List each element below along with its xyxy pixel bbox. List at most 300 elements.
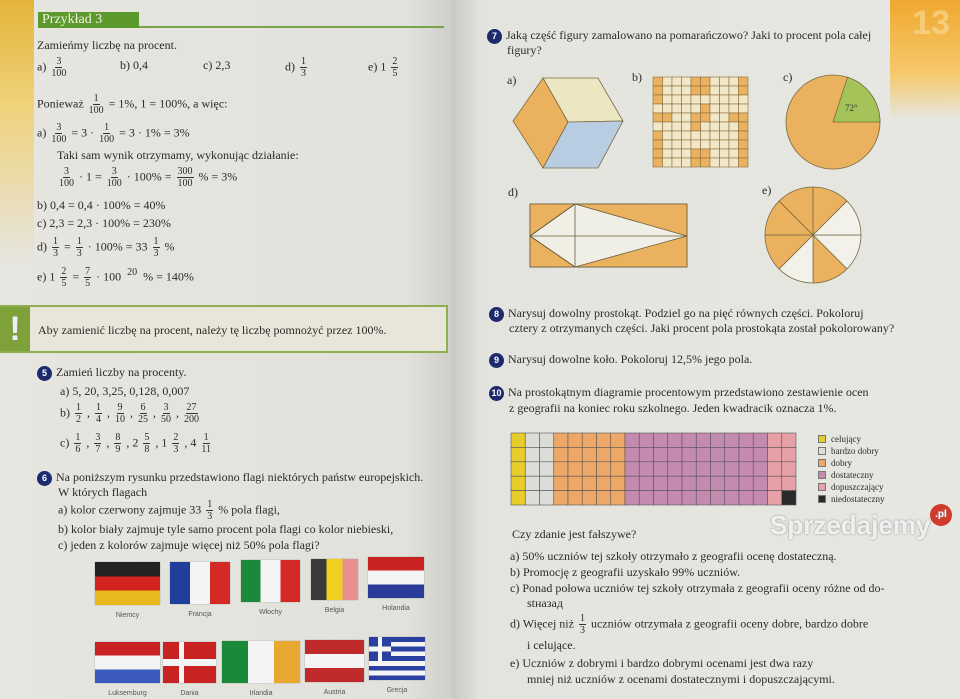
grid-cell [710,86,720,95]
grade-square [540,447,554,461]
legend-swatch [818,471,826,479]
math-text: = [61,239,74,254]
grid-cell [739,158,749,167]
fraction: $\frac{3}{100}$ [51,56,67,79]
grid-cell [691,158,701,167]
fraction: $\frac{8}{9}$ [115,432,121,455]
watermark-logo [770,509,947,541]
legend-swatch [818,483,826,491]
grid-cell [710,113,720,122]
grade-square [668,491,682,505]
watermark-text: Sprzedajemy [770,510,931,540]
legend-item [818,481,884,493]
fraction: $\frac{1}{3}$ [301,56,306,79]
grid-cell [663,113,673,122]
exclamation-icon: ! [0,307,30,351]
grid-cell [701,149,711,158]
grade-square [725,462,739,476]
grid-cell [653,149,663,158]
grid-cell [710,122,720,131]
fraction: $\frac{1}{6}$ [75,432,81,455]
grid-cell [653,140,663,149]
math-text: , [83,435,93,450]
grid-cell [663,104,673,113]
fraction: $\frac{1}{3}$ [207,499,213,522]
statement-d [510,613,868,636]
exercise-text: Zamień liczby na procenty. [56,365,187,379]
grid-cell [682,149,692,158]
grade-square [611,476,625,490]
watermark-tld: .pl [930,504,952,526]
grade-square [668,433,682,447]
exercise-number: 8 [489,307,504,322]
grid-cell [672,131,682,140]
exercise-text: Narysuj dowolny prostokąt. Podziel go na pięć równych części. Pokoloruj [508,306,864,320]
grid-cell [682,140,692,149]
grid-cell [710,149,720,158]
grade-square [654,462,668,476]
flag-label: Holandia [382,605,410,612]
grade-square [711,462,725,476]
grid-cell [720,122,730,131]
grid-cell [672,95,682,104]
grid-cell [682,77,692,86]
grid-cell [701,104,711,113]
grid-cell [653,158,663,167]
grid-cell [672,149,682,158]
grade-square [582,462,596,476]
exercise-text: W których flagach [58,485,148,499]
math-text: b) [60,405,73,420]
legend-item [818,493,884,505]
statement-d-cont [527,638,576,652]
exercise-text: Narysuj dowolne koło. Pokoloruj 12,5% jego pola. [508,352,753,366]
grid-cell [701,122,711,131]
grade-square [654,447,668,461]
math-text: d) [37,239,50,254]
grade-square [611,447,625,461]
grade-square [711,433,725,447]
grade-square [611,462,625,476]
math-text: b) 0,4 = 0,4 · 100% = 40% [37,198,166,212]
grid-cell [691,122,701,131]
grade-square [525,433,539,447]
grid-cell [672,122,682,131]
exercise-9 [489,352,752,368]
grade-square [725,491,739,505]
grid-cell [663,122,673,131]
grid-cell [672,104,682,113]
grade-square [611,433,625,447]
grade-square [525,491,539,505]
grid-cell [739,140,749,149]
grade-square [597,433,611,447]
grid-cell [729,86,739,95]
math-text: , [150,405,159,420]
grade-square [682,447,696,461]
math-text: , 4 [181,435,200,450]
grade-square [768,476,782,490]
exercise-8 [489,306,864,322]
grid-cell [720,77,730,86]
grid-cell [739,131,749,140]
grade-square [639,433,653,447]
math-text: = 3 · [68,125,98,140]
math-text: = 3 · 1% = 3% [116,125,190,140]
grid-cell [720,158,730,167]
flag-label: Belgia [324,607,345,614]
grade-square [753,433,767,447]
grid-cell [701,86,711,95]
grid-cell [710,131,720,140]
grade-square [782,433,796,447]
math-text: , [127,405,136,420]
grade-square [611,491,625,505]
grid-cell [682,113,692,122]
figure-label: c) [783,70,793,84]
grid-cell [701,158,711,167]
grade-square [554,462,568,476]
grade-square [725,447,739,461]
grid-cell [739,104,749,113]
grade-square [668,462,682,476]
legend-swatch [818,447,826,455]
grade-square [711,447,725,461]
grid-cell [729,149,739,158]
grade-square [568,476,582,490]
grade-square [753,491,767,505]
legend-item [818,469,884,481]
grade-square [625,433,639,447]
math-text: % = 140% [140,269,194,284]
grid-cell [653,77,663,86]
figure-label: b) [632,70,642,84]
grade-square [711,491,725,505]
grid-cell [663,86,673,95]
grade-square [625,462,639,476]
grade-square [554,491,568,505]
fraction: $\frac{1}{100}$ [88,93,104,116]
exercise-number: 7 [487,29,502,44]
grid-cell [729,77,739,86]
grid-cell [691,140,701,149]
grid-cell [653,95,663,104]
math-text: a) kolor czerwony zajmuje 33 [58,502,205,517]
legend-label: celujący [831,434,861,444]
grid-cell [682,131,692,140]
statement-c-cont: stназад [527,596,563,610]
legend-swatch [818,435,826,443]
grid-cell [672,158,682,167]
fraction: $\frac{9}{10}$ [115,402,125,425]
grade-square [725,476,739,490]
grade-square [597,462,611,476]
math-text: % = 3% [195,169,238,184]
math-text: c) jeden z kolorów zajmuje więcej niż 50% pola flagi? [58,538,320,552]
page-number: 13 [912,4,950,42]
grade-square [540,491,554,505]
grid-cell [663,95,673,104]
math-text: = 1%, 1 = 100%, a więc: [105,96,228,111]
grade-square [625,476,639,490]
math-text: a) 50% uczniów tej szkoły otrzymało z geografii ocenę dostateczną. [510,549,837,563]
grid-cell [701,77,711,86]
grade-square [525,476,539,490]
fraction: $\frac{1}{3}$ [153,236,159,259]
legend-label: dopuszczający [831,482,884,492]
math-text: c) 2,3 = 2,3 · 100% = 230% [37,216,171,230]
grade-square [696,447,710,461]
grid-cell [653,86,663,95]
grade-square [696,433,710,447]
grid-cell [710,158,720,167]
intro-text: Zamieńmy liczbę na procent. [37,38,177,52]
exercise-10 [489,385,869,401]
grade-square [739,476,753,490]
grid-cell [672,140,682,149]
grade-square [654,476,668,490]
grade-square [511,476,525,490]
grid-cell [663,140,673,149]
grade-square [525,462,539,476]
math-text: e) 1 [368,59,390,74]
grade-square [696,462,710,476]
grade-square [668,447,682,461]
grid-cell [653,131,663,140]
grade-square [639,447,653,461]
grid-cell [720,149,730,158]
math-text: e) 1 [37,269,59,284]
flag-label: Austria [323,689,346,696]
grade-square [568,491,582,505]
legend-label: niedostateczny [831,494,885,504]
math-text: = [69,269,83,284]
math-text: d) Więcej niż [510,616,577,631]
grid-cell [729,158,739,167]
fraction: $\frac{3}{100}$ [59,166,74,189]
grade-square [768,447,782,461]
fraction: $\frac{300}{100}$ [177,166,193,189]
grade-square [739,447,753,461]
fraction: $\frac{6}{25}$ [138,402,148,425]
grid-cell [653,104,663,113]
fraction: $\frac{27}{200}$ [184,402,199,425]
fraction: $\frac{3}{50}$ [161,402,171,425]
fraction: $\frac{2}{3}$ [173,432,179,455]
legend-label: bardzo dobry [831,446,879,456]
grade-square [639,462,653,476]
grid-cell [682,95,692,104]
legend-label: dobry [831,458,852,468]
grade-square [511,462,525,476]
math-text: , [84,405,93,420]
grade-square [568,433,582,447]
flag-label: Grecja [386,687,408,694]
grade-square [582,447,596,461]
grid-cell [739,122,749,131]
grade-square [753,462,767,476]
grid-cell [729,122,739,131]
grade-square [739,462,753,476]
grade-square [682,433,696,447]
math-text: , [173,405,182,420]
math-text: a) [37,125,50,140]
statement-e-cont [527,672,835,686]
grid-cell [682,104,692,113]
grid-cell [739,95,749,104]
math-text: , 1 [152,435,171,450]
statement-c [510,581,885,595]
fraction: $\frac{2}{5}$ [392,56,398,79]
grade-square [540,462,554,476]
grade-percent-diagram [511,433,796,505]
math-text: % pola flagi, [215,502,280,517]
exercise-text: Na prostokątnym diagramie procentowym przedstawiono zestawienie ocen [508,385,869,399]
fraction: $\frac{7}{5}$ [85,266,91,289]
grade-square [782,476,796,490]
grid-cell [701,95,711,104]
grade-square [540,433,554,447]
grade-square [654,491,668,505]
statement-a [510,549,837,563]
grid-cell [653,122,663,131]
math-text: , [103,435,113,450]
grid-cell [720,104,730,113]
fraction: $\frac{1}{4}$ [96,402,101,425]
grid-cell [691,86,701,95]
flag-label: Irlandia [249,690,273,697]
grid-cell [720,140,730,149]
math-text: mniej niż uczniów z ocenami dostatecznymi i dopuszczającymi. [527,672,835,686]
grid-cell [691,149,701,158]
grid-cell [739,113,749,122]
grid-cell [672,77,682,86]
grade-square [725,433,739,447]
grid-cell [710,77,720,86]
grid-cell [653,113,663,122]
statement-b [510,565,740,579]
fraction: $\frac{3}{100}$ [106,166,122,189]
figure-label: a) [507,73,517,87]
grade-square [511,433,525,447]
grade-square [625,447,639,461]
grade-square [711,476,725,490]
exercise-text: figury? [507,43,542,57]
fraction: $\frac{1}{3}$ [53,236,58,259]
grade-square [682,476,696,490]
grid-cell [739,77,749,86]
math-text: a) 5, 20, 3,25, 0,128, 0,007 [60,384,190,398]
grid-cell [729,131,739,140]
math-text: uczniów otrzymała z geografii oceny dobre, bardzo dobre [587,616,869,631]
grid-cell [729,104,739,113]
grade-square [568,447,582,461]
math-text: · 1 = [76,169,105,184]
grid-cell [729,95,739,104]
legend-label: dostateczny [831,470,874,480]
grade-square [739,491,753,505]
figure-label: d) [508,185,518,199]
math-text: d) [285,59,298,74]
legend-item [818,445,884,457]
grid-cell [682,122,692,131]
grade-square [597,476,611,490]
figure-label: e) [762,183,772,197]
grid-cell [691,104,701,113]
angle-label: 72° [845,103,858,113]
math-text: · 100% = 33 [84,239,151,254]
flag-label: Dania [180,690,199,697]
grade-square [511,491,525,505]
same-result-text: Taki sam wynik otrzymamy, wykonując działanie: [57,148,299,162]
grade-square [782,491,796,505]
grade-square [582,491,596,505]
grade-square [696,476,710,490]
grade-square [668,476,682,490]
grid-cell [729,113,739,122]
grade-square [696,491,710,505]
exercise-text: cztery z otrzymanych części. Jaki procent pola prostokąta został pokolorowany? [509,321,895,335]
math-text: e) Uczniów z dobrymi i bardzo dobrymi ocenami jest dwa razy [510,656,814,670]
grade-square [682,462,696,476]
grid-cell [720,113,730,122]
fraction: $\frac{2}{5}$ [61,266,67,289]
grade-square [654,433,668,447]
grade-square [639,491,653,505]
grid-cell [663,158,673,167]
legend-item [818,457,884,469]
grid-cell [682,86,692,95]
grid-cell [691,95,701,104]
math-text: b) 0,4 [120,58,148,72]
grade-square [753,476,767,490]
grade-square [540,476,554,490]
grid-cell [710,104,720,113]
math-text: , [104,405,113,420]
grade-square [554,476,568,490]
fraction: $\frac{3}{7}$ [95,432,101,455]
grid-cell [691,77,701,86]
grade-square [768,491,782,505]
fraction: $\frac{1}{3}$ [76,236,82,259]
grid-cell [720,95,730,104]
fraction: $\frac{1}{2}$ [76,402,81,425]
statement-e [510,656,813,670]
grid-cell [701,131,711,140]
grade-square [597,447,611,461]
exercise-number: 9 [489,353,504,368]
grid-cell [710,95,720,104]
grid-cell [701,113,711,122]
grade-square [525,447,539,461]
flag-label: Luksemburg [108,690,147,697]
grade-square [554,433,568,447]
grid-cell [691,131,701,140]
grade-square [582,433,596,447]
math-text: , 2 [123,435,142,450]
fraction: $\frac{5}{8}$ [144,432,150,455]
grid-cell [720,131,730,140]
fraction: $\frac{3}{100}$ [51,122,67,145]
math-text: Ponieważ [37,96,87,111]
grade-square [739,433,753,447]
grade-square [782,447,796,461]
grid-cell [682,158,692,167]
fraction: 20 [127,267,138,279]
grid-cell [739,86,749,95]
question-text: Czy zdanie jest fałszywe? [512,527,637,541]
fraction: $\frac{1}{11}$ [201,432,211,455]
